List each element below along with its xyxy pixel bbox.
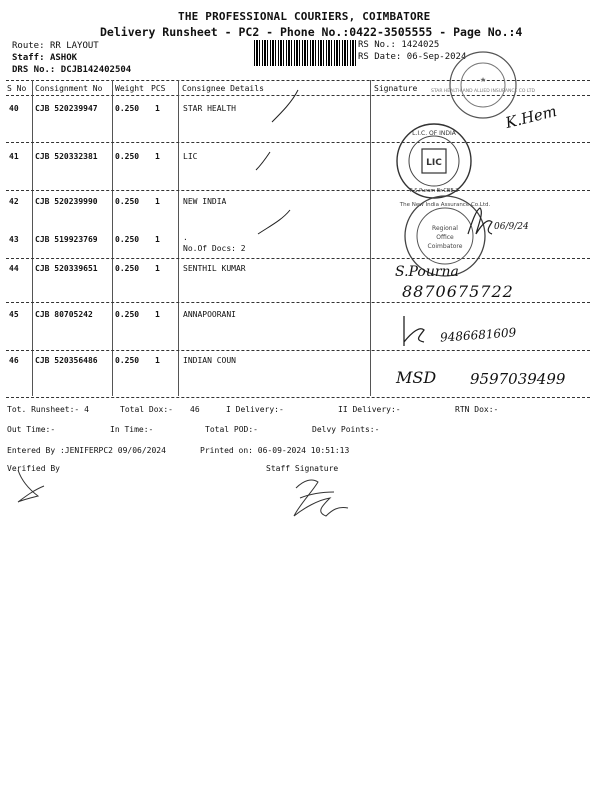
row-pcs: 1	[155, 310, 160, 319]
row-sno: 40	[9, 104, 19, 113]
row-sno: 45	[9, 310, 19, 319]
signature-row-40: K.Hem	[503, 101, 559, 133]
route-value: RR LAYOUT	[49, 41, 99, 51]
row-consignment: CJB 520239990	[35, 197, 98, 206]
col-header-sno: S No	[7, 84, 27, 93]
row-consignee: .	[183, 233, 188, 242]
entered-by: Entered By :JENIFERPC2 09/06/2024	[7, 446, 166, 455]
row-pcs: 1	[155, 152, 160, 161]
row-consignee: LIC	[183, 152, 198, 161]
lic-stamp-center: LIC	[426, 158, 442, 168]
row-weight: 0.250	[115, 235, 140, 244]
row-pcs: 1	[155, 264, 160, 273]
col-header-weight: Weight	[115, 84, 144, 93]
row-weight: 0.250	[115, 310, 140, 319]
out-time: Out Time:-	[7, 425, 56, 434]
col-header-pcs: PCS	[151, 84, 166, 93]
staff-label: Staff:	[12, 53, 45, 63]
lic-stamp-ring: L.I.C. OF INDIA	[412, 130, 456, 137]
col-header-signature: Signature	[374, 84, 418, 93]
signature-name-44: S.Pourna	[395, 264, 459, 280]
rs-no-label: RS No.:	[358, 40, 396, 50]
delvy-points: Delvy Points:-	[312, 425, 380, 434]
new-india-stamp-ring: The New India Assurance Co.Ltd.	[399, 202, 491, 208]
svg-text:★: ★	[479, 76, 487, 84]
total-dox-value: 46	[190, 405, 200, 414]
in-time: In Time:-	[110, 425, 154, 434]
route-label: Route:	[12, 41, 45, 51]
row-consignment: CJB 520339651	[35, 264, 98, 273]
row-consignment: CJB 80705242	[35, 310, 93, 319]
staff-value: ASHOK	[49, 53, 78, 63]
runsheet-title: Delivery Runsheet - PC2 - Phone No.:0422-3505555 - Page No.:4	[100, 25, 523, 39]
row-sno: 46	[9, 356, 19, 365]
row-sno: 42	[9, 197, 19, 206]
signature-phone-45: 9486681609	[439, 325, 517, 345]
col-header-consignment: Consignment No	[35, 84, 103, 93]
rtn-dox: RTN Dox:-	[455, 405, 499, 414]
row-consignee: ANNAPOORANI	[183, 310, 236, 319]
new-india-center-2: Office	[436, 234, 454, 241]
row-pcs: 1	[155, 356, 160, 365]
row-weight: 0.250	[115, 197, 140, 206]
row-weight: 0.250	[115, 356, 140, 365]
drs-value: DCJB142402504	[60, 65, 132, 75]
signature-phone-46: 9597039499	[470, 370, 566, 388]
row-consignment: CJB 520356486	[35, 356, 98, 365]
row-pcs: 1	[155, 235, 160, 244]
new-india-center-3: Coimbatore	[427, 243, 463, 250]
row-pcs: 1	[155, 197, 160, 206]
row-sno: 43	[9, 235, 19, 244]
row-consignment: CJB 519923769	[35, 235, 98, 244]
row-sno: 44	[9, 264, 19, 273]
new-india-center-1: Regional	[432, 225, 458, 232]
row-weight: 0.250	[115, 104, 140, 113]
printed-on: Printed on: 06-09-2024 10:51:13	[200, 446, 350, 455]
i-delivery: I Delivery:-	[226, 405, 284, 414]
company-name: THE PROFESSIONAL COURIERS, COIMBATORE	[178, 10, 431, 23]
lic-stamp-bottom: R.S.Puram Br.CBE-2	[409, 188, 459, 194]
staff-signature-label: Staff Signature	[266, 464, 339, 473]
star-health-stamp-text: STAR HEALTH AND ALLIED INSURANCE CO LTD	[430, 89, 536, 94]
rs-no-value: 1424025	[401, 40, 440, 50]
tot-runsheet: Tot. Runsheet:- 4	[7, 405, 89, 414]
rs-date-value: 06-Sep-2024	[406, 52, 467, 62]
col-header-consignee: Consignee Details	[182, 84, 264, 93]
row-sno: 41	[9, 152, 19, 161]
row-weight: 0.250	[115, 152, 140, 161]
row-consignee: INDIAN COUN	[183, 356, 236, 365]
signature-name-46: MSD	[396, 368, 437, 387]
row-consignee: STAR HEALTH	[183, 104, 236, 113]
ii-delivery: II Delivery:-	[338, 405, 401, 414]
verified-by: Verified By	[7, 464, 60, 473]
rs-date-label: RS Date:	[358, 52, 402, 62]
signature-phone-44: 8870675722	[402, 282, 514, 301]
row-weight: 0.250	[115, 264, 140, 273]
row-consignee: NEW INDIA	[183, 197, 227, 206]
row-consignment: CJB 520239947	[35, 104, 98, 113]
row-pcs: 1	[155, 104, 160, 113]
row-consignee: SENTHIL KUMAR	[183, 264, 246, 273]
drs-label: DRS No.:	[12, 65, 56, 75]
row-docs-count: No.Of Docs: 2	[183, 244, 246, 253]
total-dox-label: Total Dox:-	[120, 405, 173, 414]
row-consignment: CJB 520332381	[35, 152, 98, 161]
signature-date-42: 06/9/24	[494, 222, 529, 232]
total-pod: Total POD:-	[205, 425, 258, 434]
